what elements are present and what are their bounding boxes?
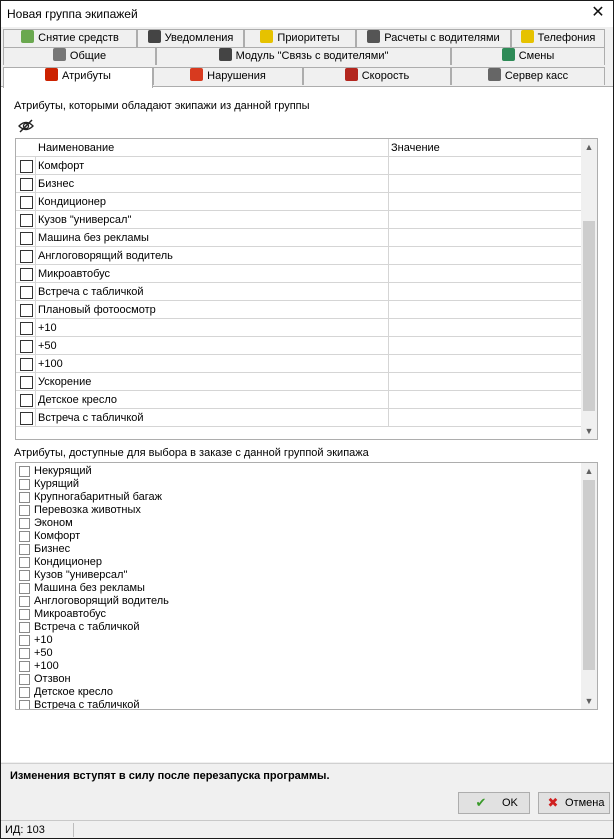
scroll-up-icon[interactable]: ▲ (584, 142, 594, 152)
table-row[interactable] (16, 283, 582, 301)
item-label: Микроавтобус (34, 608, 107, 620)
table-row[interactable] (16, 355, 582, 373)
row-checkbox[interactable] (20, 412, 33, 425)
row-checkbox[interactable] (20, 178, 33, 191)
item-checkbox[interactable] (19, 466, 30, 477)
attribute-name-cell: Машина без рекламы (35, 229, 388, 247)
ok-button[interactable]: ✔ OK (458, 792, 530, 814)
attribute-value-cell[interactable] (388, 355, 582, 373)
item-checkbox[interactable] (19, 479, 30, 490)
row-checkbox[interactable] (20, 196, 33, 209)
table-row[interactable] (16, 175, 582, 193)
item-label: Отзвон (34, 673, 71, 685)
table-row[interactable] (16, 337, 582, 355)
item-label: Крупногабаритный багаж (34, 491, 162, 503)
item-label: Детское кресло (34, 686, 114, 698)
attribute-name-cell: +10 (35, 319, 388, 337)
tab-label: Приоритеты (277, 32, 340, 44)
scroll-down-icon[interactable]: ▼ (584, 426, 594, 436)
row-checkbox[interactable] (20, 286, 33, 299)
column-name-header[interactable]: Наименование (38, 142, 115, 154)
attribute-value-cell[interactable] (388, 391, 582, 409)
item-label: Кузов "универсал" (34, 569, 128, 581)
attribute-value-cell[interactable] (388, 283, 582, 301)
tab-row3-0[interactable] (3, 67, 153, 88)
item-checkbox[interactable] (19, 570, 30, 581)
item-label: Машина без рекламы (34, 582, 145, 594)
attribute-name-cell: Комфорт (35, 157, 388, 175)
table-row[interactable] (16, 319, 582, 337)
item-checkbox[interactable] (19, 544, 30, 555)
no-smoking-icon (45, 68, 58, 81)
item-checkbox[interactable] (19, 609, 30, 620)
tab-row1-2[interactable] (244, 29, 356, 47)
item-label: Бизнес (34, 543, 71, 555)
attribute-value-cell[interactable] (388, 337, 582, 355)
tab-row3-2[interactable] (303, 67, 451, 85)
row-checkbox[interactable] (20, 322, 33, 335)
item-checkbox[interactable] (19, 674, 30, 685)
attribute-name-cell: Кузов "универсал" (35, 211, 388, 229)
tab-label: Нарушения (207, 70, 266, 82)
attribute-name-cell: Встреча с табличкой (35, 283, 388, 301)
cancel-x-icon: ✖ (547, 795, 559, 810)
scroll-up-icon[interactable]: ▲ (584, 466, 594, 476)
item-label: +100 (34, 660, 59, 672)
tab-label: Сервер касс (504, 70, 569, 82)
tab-label: Уведомления (164, 32, 234, 44)
item-label: +10 (34, 634, 53, 646)
row-checkbox[interactable] (20, 304, 33, 317)
attribute-value-cell[interactable] (388, 175, 582, 193)
table-row[interactable] (16, 229, 582, 247)
money-icon (21, 30, 34, 43)
speed-icon (345, 68, 358, 81)
taxi-icon (260, 30, 273, 43)
row-checkbox[interactable] (20, 394, 33, 407)
table-row[interactable] (16, 157, 582, 175)
tab-row2-1[interactable] (156, 47, 451, 65)
item-label: Встреча с табличкой (34, 621, 140, 633)
tab-row1-4[interactable] (511, 29, 605, 47)
row-checkbox[interactable] (20, 250, 33, 263)
available-attributes-list (15, 462, 598, 710)
item-checkbox[interactable] (19, 648, 30, 659)
grid-scrollbar[interactable] (581, 139, 597, 439)
tab-row3-1[interactable] (153, 67, 303, 85)
table-row[interactable] (16, 373, 582, 391)
attribute-name-cell: Детское кресло (35, 391, 388, 409)
tab-row1-1[interactable] (137, 29, 244, 47)
tab-row2-0[interactable] (3, 47, 156, 65)
attribute-value-cell[interactable] (388, 265, 582, 283)
scroll-down-icon[interactable]: ▼ (584, 696, 594, 706)
phone-icon (521, 30, 534, 43)
title-bar (1, 1, 613, 27)
table-row[interactable] (16, 391, 582, 409)
tab-row-2 (1, 47, 613, 65)
attribute-name-cell: Англоговорящий водитель (35, 247, 388, 265)
row-checkbox[interactable] (20, 376, 33, 389)
restart-notice-text: Изменения вступят в силу после перезапуска программы. (10, 770, 330, 782)
record-id: ИД: 103 (5, 824, 45, 836)
status-bar (1, 820, 613, 838)
item-checkbox[interactable] (19, 622, 30, 633)
item-checkbox[interactable] (19, 557, 30, 568)
attribute-name-cell: Микроавтобус (35, 265, 388, 283)
attribute-value-cell[interactable] (388, 157, 582, 175)
attribute-name-cell: Встреча с табличкой (35, 409, 388, 427)
item-checkbox[interactable] (19, 596, 30, 607)
row-checkbox[interactable] (20, 340, 33, 353)
attribute-name-cell: Плановый фотоосмотр (35, 301, 388, 319)
table-row[interactable] (16, 409, 582, 427)
attribute-name-cell: Ускорение (35, 373, 388, 391)
attribute-value-cell[interactable] (388, 193, 582, 211)
row-checkbox[interactable] (20, 232, 33, 245)
tab-row-3 (1, 67, 613, 85)
tab-label: Снятие средств (38, 32, 119, 44)
item-label: Эконом (34, 517, 73, 529)
tab-row-1 (1, 29, 613, 47)
calculator-icon (367, 30, 380, 43)
column-value-header[interactable]: Значение (391, 142, 440, 154)
violation-icon (190, 68, 203, 81)
tab-row1-3[interactable] (356, 29, 511, 47)
window-title: Новая группа экипажей (7, 7, 138, 21)
warning-icon (148, 30, 161, 43)
item-checkbox[interactable] (19, 518, 30, 529)
tab-label: Атрибуты (62, 70, 111, 82)
tab-label: Телефония (537, 32, 596, 44)
cash-server-icon (488, 68, 501, 81)
scroll-thumb[interactable] (583, 480, 595, 670)
tab-label: Скорость (361, 70, 410, 82)
scroll-thumb[interactable] (583, 221, 595, 411)
attribute-value-cell[interactable] (388, 211, 582, 229)
row-checkbox[interactable] (20, 214, 33, 227)
item-checkbox[interactable] (19, 700, 30, 710)
table-row[interactable] (16, 211, 582, 229)
attribute-value-cell[interactable] (388, 301, 582, 319)
table-row[interactable] (16, 247, 582, 265)
list-scrollbar[interactable] (581, 463, 597, 709)
attribute-value-cell[interactable] (388, 229, 582, 247)
restart-notice (1, 763, 613, 789)
item-label: Комфорт (34, 530, 81, 542)
item-checkbox[interactable] (19, 531, 30, 542)
item-checkbox[interactable] (19, 492, 30, 503)
grid-header (16, 139, 582, 157)
item-checkbox[interactable] (19, 687, 30, 698)
item-label: +50 (34, 647, 53, 659)
item-label: Курящий (34, 478, 80, 490)
section-owned-attributes-title: Атрибуты, которыми обладают экипажи из данной группы (14, 100, 310, 112)
item-label: Встреча с табличкой (34, 699, 140, 710)
attribute-value-cell[interactable] (388, 373, 582, 391)
driver-icon (219, 48, 232, 61)
hide-icon[interactable] (18, 118, 34, 134)
checkmark-icon: ✔ (475, 795, 487, 810)
tab-label: Общие (69, 50, 107, 62)
row-checkbox[interactable] (20, 358, 33, 371)
item-checkbox[interactable] (19, 583, 30, 594)
tab-label: Модуль "Связь с водителями" (235, 50, 389, 62)
item-label: Некурящий (34, 465, 92, 477)
general-icon (53, 48, 66, 61)
row-checkbox[interactable] (20, 268, 33, 281)
owned-attributes-grid (15, 138, 598, 440)
tab-row2-2[interactable] (451, 47, 605, 65)
tab-label: Расчеты с водителями (384, 32, 500, 44)
attribute-name-cell: Бизнес (35, 175, 388, 193)
section-available-attributes-title: Атрибуты, доступные для выбора в заказе с данной группой экипажа (14, 447, 369, 459)
table-row[interactable] (16, 265, 582, 283)
table-row[interactable] (16, 193, 582, 211)
row-checkbox[interactable] (20, 160, 33, 173)
tab-label: Смены (518, 50, 555, 62)
item-checkbox[interactable] (19, 505, 30, 516)
cancel-button[interactable]: ✖ Отмена (538, 792, 610, 814)
attribute-value-cell[interactable] (388, 319, 582, 337)
attribute-name-cell: +100 (35, 355, 388, 373)
table-row[interactable] (16, 301, 582, 319)
item-checkbox[interactable] (19, 661, 30, 672)
item-label: Перевозка животных (34, 504, 141, 516)
attribute-name-cell: Кондиционер (35, 193, 388, 211)
item-label: Англоговорящий водитель (34, 595, 169, 607)
attribute-value-cell[interactable] (388, 247, 582, 265)
tab-row3-3[interactable] (451, 67, 605, 85)
attribute-name-cell: +50 (35, 337, 388, 355)
attribute-value-cell[interactable] (388, 409, 582, 427)
item-checkbox[interactable] (19, 635, 30, 646)
item-label: Кондиционер (34, 556, 103, 568)
shifts-icon (502, 48, 515, 61)
tab-row1-0[interactable] (3, 29, 137, 47)
close-icon[interactable]: ✕ (591, 4, 605, 21)
